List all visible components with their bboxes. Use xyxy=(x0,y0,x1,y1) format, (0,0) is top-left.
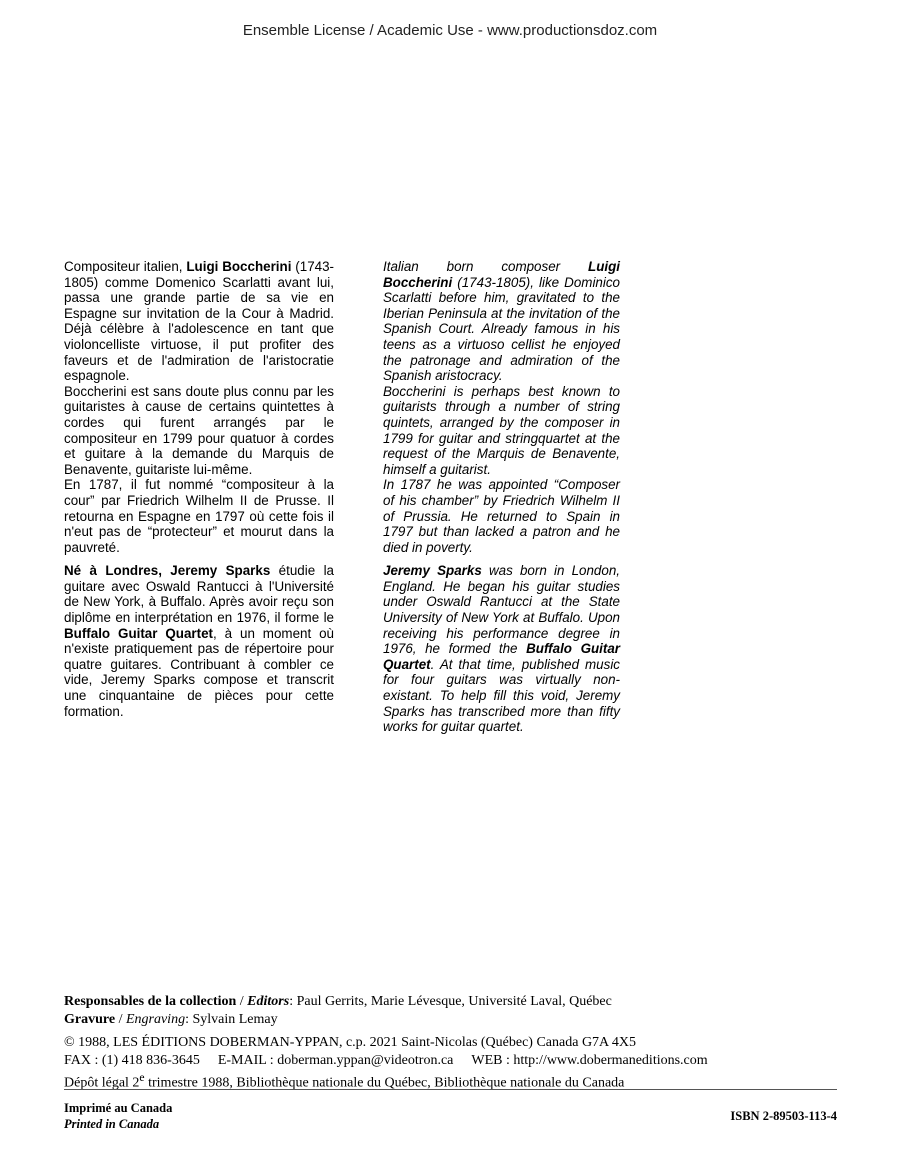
french-paragraph-3: En 1787, il fut nommé “compositeur à la cour” par Friedrich Wilhelm II de Prusse. Il retourna en Espagne en 1797 où cette fois il n'eut pas de “protecteur” et mourut dans la pauvreté. xyxy=(64,477,334,555)
printed-in xyxy=(64,1100,172,1132)
composer-name: Luigi Boccherini xyxy=(186,259,292,274)
email-address: E-MAIL : doberman.yppan@videotron.ca xyxy=(217,1052,454,1068)
fax-number: FAX : (1) 418 836-3645 xyxy=(64,1052,200,1068)
french-column xyxy=(64,259,334,719)
contact-line xyxy=(64,1052,844,1070)
license-banner: Ensemble License / Academic Use - www.productionsdoz.com xyxy=(242,22,658,39)
composer-name: Luigi Boccherini xyxy=(383,259,620,290)
english-paragraph-1: Italian born composer Luigi Boccherini (1743-1805), like Dominico Scarlatti before him, gravitated to the Iberian Peninsula at the invitation of the Spanish Court. Already famous in his teens as a virtuoso cellist he enjoyed the patronage and admiration of the Spanish aristocracy. xyxy=(383,259,620,384)
quartet-name: Buffalo Guitar Quartet xyxy=(383,641,620,672)
footer-divider xyxy=(64,1089,837,1090)
website: WEB : http://www.dobermaneditions.com xyxy=(471,1052,708,1068)
arranger-lead: Jeremy Sparks xyxy=(383,563,482,579)
quartet-name: Buffalo Guitar Quartet xyxy=(64,625,213,641)
editors-line: Responsables de la collection / Editors: Paul Gerrits, Marie Lévesque, Université Laval, Québec xyxy=(64,994,612,1009)
printed-fr: Imprimé au Canada xyxy=(64,1101,173,1115)
english-paragraph-3: In 1787 he was appointed “Composer of his chamber” by Friedrich Wilhelm II of Prussia. He returned to Spain in 1797 but than lacked a patron and he died in poverty. xyxy=(383,477,620,555)
french-paragraph-1: Compositeur italien, Luigi Boccherini (1743-1805) comme Domenico Scarlatti avant lui, passa une grande partie de sa vie en Espagne sur invitation de la Cour à Madrid. Déjà célèbre à l'adolescence en tant que violoncelliste virtuose, il put profiter des faveurs et de l'admiration de l'aristocratie espagnole. xyxy=(64,259,334,384)
french-paragraph-2: Boccherini est sans doute plus connu par les guitaristes à cause de certains quintettes à cordes qui furent arrangés par le compositeur en 1799 pour quatuor à cordes et guitare à la demande du Marquis de Benavente, guitariste lui-même. xyxy=(64,383,334,477)
engraving-line: Gravure / Engraving: Sylvain Lemay xyxy=(64,1011,278,1027)
credits-block xyxy=(64,993,844,1092)
english-column xyxy=(383,259,620,735)
english-paragraph-2: Boccherini is perhaps best known to guitarists through a number of string quintets, arranged by the composer in 1799 for guitar and stringquartet at the request of the Marquis de Benavente, himself a guitarist. xyxy=(383,383,620,477)
english-paragraph-4: Jeremy Sparks was born in London, England. He began his guitar studies under Oswald Rantucci at the State University of New York at Buffalo. Upon receiving his performance degree in 1976, he formed the Buffalo Guitar Quartet. At that time, published music for four guitars was virtually non-existant. To help fill this void, Jeremy Sparks has transcribed more than fifty works for guitar quartet. xyxy=(383,563,620,735)
arranger-lead: Né à Londres, Jeremy Sparks xyxy=(64,563,271,579)
printed-en: Printed in Canada xyxy=(64,1117,160,1131)
french-paragraph-4: Né à Londres, Jeremy Sparks étudie la guitare avec Oswald Rantucci à l'Université de New York, à Buffalo. Après avoir reçu son diplôme en interprétation en 1976, il forme le Buffalo Guitar Quartet, à un moment où n'existe pratiquement pas de répertoire pour quatre guitares. Contribuant à combler ce vide, Jeremy Sparks compose et transcrit une cinquantaine de pièces pour cette formation. xyxy=(64,563,334,719)
isbn: ISBN 2-89503-113-4 xyxy=(730,1109,837,1123)
copyright-line: © 1988, LES ÉDITIONS DOBERMAN-YPPAN, c.p. 2021 Saint-Nicolas (Québec) Canada G7A 4X5 xyxy=(64,1035,637,1050)
legal-deposit-line: Dépôt légal 2e trimestre 1988, Bibliothèque nationale du Québec, Bibliothèque nationale du Canada xyxy=(64,1071,625,1091)
